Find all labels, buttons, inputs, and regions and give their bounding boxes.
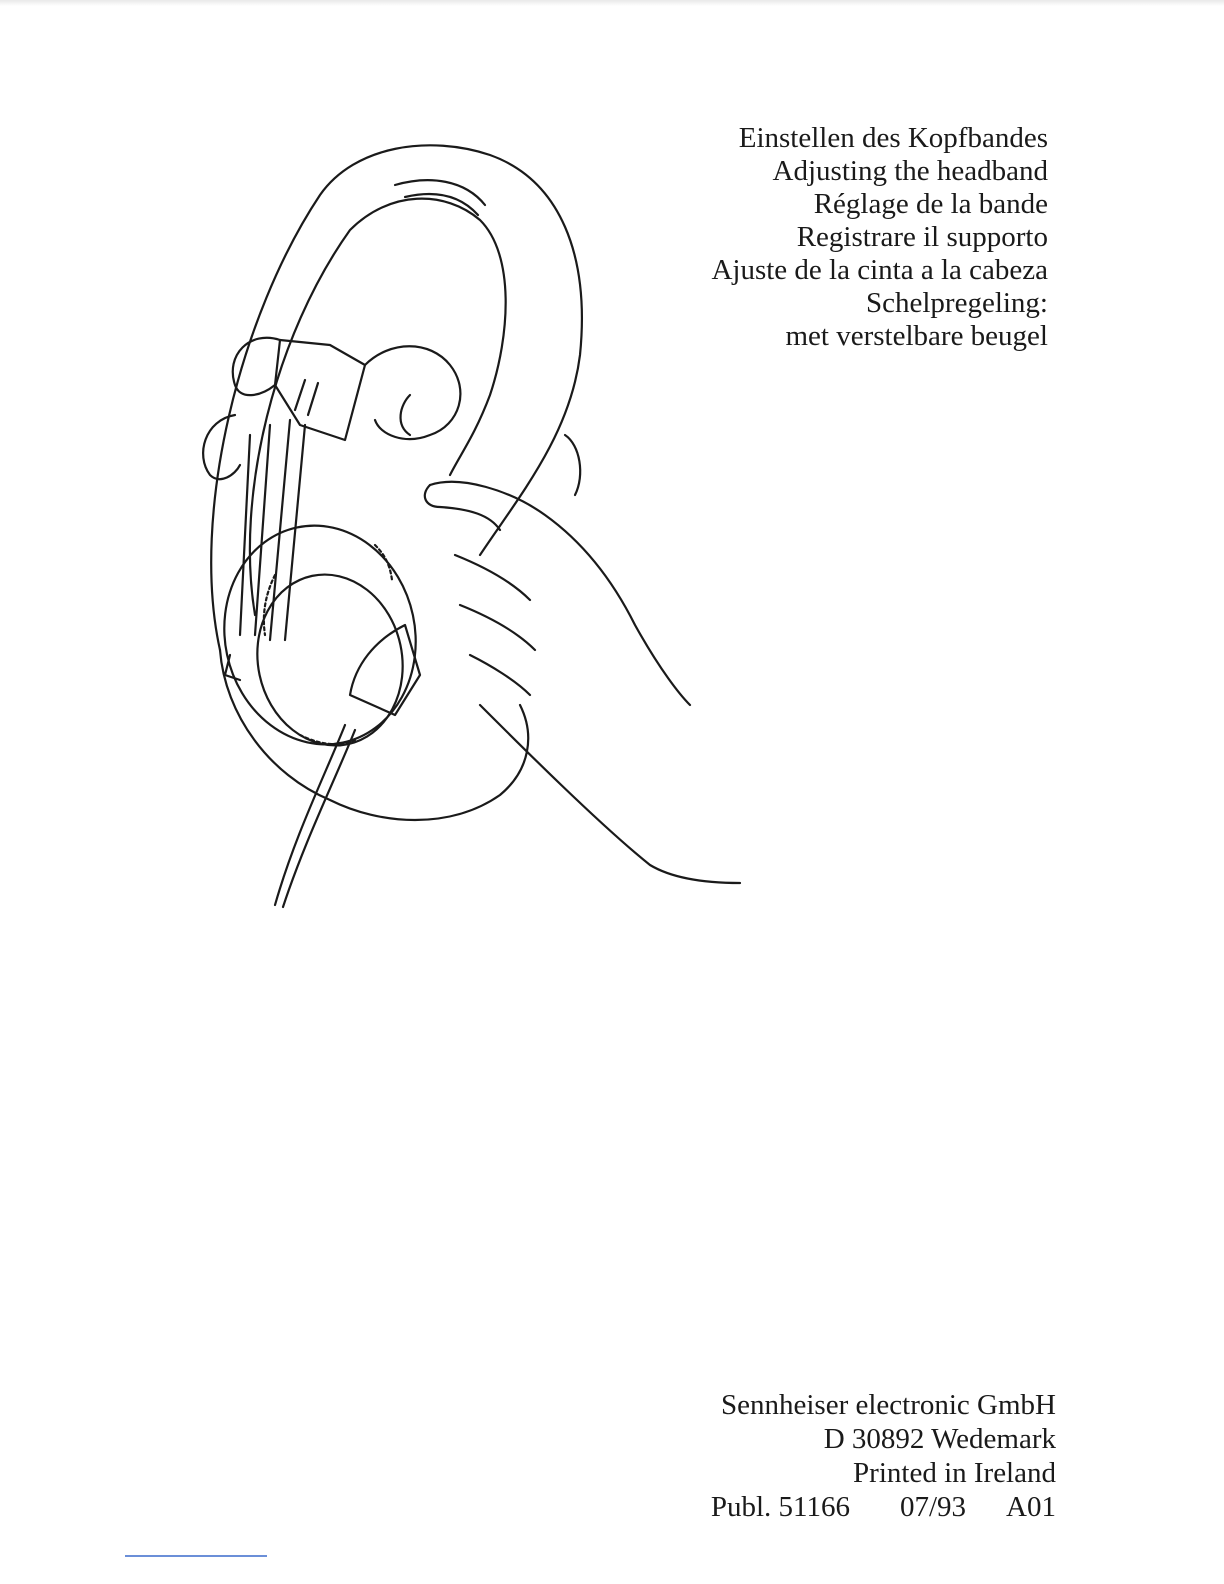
hand-right [480, 705, 740, 883]
hand-left [401, 395, 410, 435]
headphone-cable [283, 730, 355, 907]
headphones-adjust-illustration [180, 135, 760, 915]
printed-location: Printed in Ireland [853, 1457, 1056, 1489]
headphone-yoke [220, 650, 528, 820]
company-address: D 30892 Wedemark [823, 1423, 1056, 1455]
headphone-cable [275, 725, 345, 905]
publication-code: A01 [1006, 1491, 1056, 1523]
hand-left [233, 338, 280, 395]
hand-right [460, 605, 535, 650]
slider-clip-slot [308, 383, 318, 415]
heading-dutch-2: met verstelbare beugel [785, 320, 1048, 352]
publication-number: Publ. 51166 [710, 1491, 850, 1523]
hand-right [565, 435, 580, 495]
hand-right [425, 485, 500, 530]
headband-rail [285, 425, 305, 640]
heading-spanish: Ajuste de la cinta a la cabeza [711, 254, 1048, 286]
heading-german: Einstellen des Kopfbandes [738, 122, 1048, 154]
company-name: Sennheiser electronic GmbH [720, 1389, 1056, 1421]
hand-right [430, 482, 690, 705]
instruction-headings [711, 122, 1048, 353]
headband-rail [240, 435, 250, 635]
publication-footer [711, 1388, 1056, 1524]
heading-english: Adjusting the headband [772, 155, 1048, 187]
scan-top-edge [0, 0, 1224, 6]
heading-french: Réglage de la bande [813, 188, 1048, 220]
ear-cup-plate [350, 625, 420, 715]
headband-rail [255, 425, 270, 635]
publication-info [711, 1490, 1056, 1524]
heading-dutch-1: Schelpregeling: [865, 287, 1048, 319]
hand-right [455, 555, 530, 600]
hand-left [365, 346, 460, 439]
heading-italian: Registrare il supporto [796, 221, 1048, 253]
scan-mark-line [125, 1555, 267, 1557]
hand-right [470, 655, 530, 695]
publication-date: 07/93 [899, 1491, 967, 1523]
slider-clip-slot [295, 380, 305, 410]
